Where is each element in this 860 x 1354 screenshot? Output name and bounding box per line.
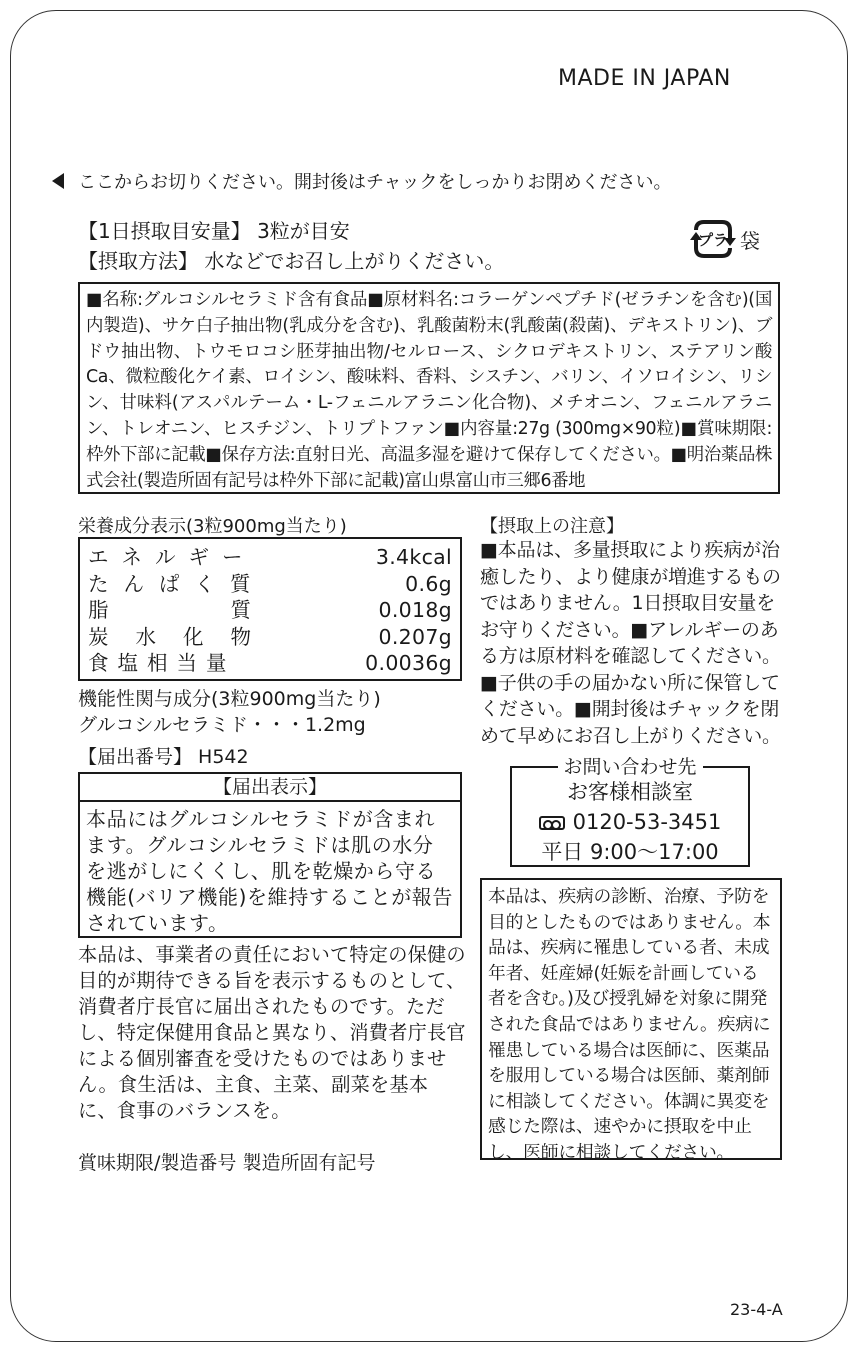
warning-box: 本品は、疾病の診断、治療、予防を目的としたものではありません。本品は、疾病に罹患している者、未成年者、妊産婦(妊娠を計画している者を含む。)及び授乳婦を対象に開発された食品ではありません。疾病に罹患している場合は医師に、医薬品を服用している場合は医師、薬剤師に相談してください。体調に異変を感じた際は、速やかに摂取を中止し、医師に相談してください。 [480,878,782,1160]
caution-body: ■本品は、多量摂取により疾病が治癒したり、より健康が増進するものではありません。1日摂取目安量をお守りください。■アレルギーのある方は原材料を確認してください。■子供の手の届かない所に保管してください。■開封後はチャックを閉めて早めにお召し上がりください。 [480,539,781,747]
registration-notice-title: 【届出表示】 [80,774,460,802]
caution-title: 【摂取上の注意】 [480,516,624,537]
nutrition-row [88,650,452,677]
daily-amount: 【1日摂取目安量】 3粒が目安 [78,219,350,243]
recycle-pla-icon [690,216,736,262]
recycle-label: 袋 [740,228,760,253]
contact-header [510,756,750,778]
nutrition-value: 3.4kcal [375,545,452,569]
ingredients-box: ■名称:グルコシルセラミド含有食品■原材料名:コラーゲンペプチド(ゼラチンを含む)(国内製造)、サケ白子抽出物(乳成分を含む)、乳酸菌粉末(乳酸菌(殺菌)、デキストリン)、ブドウ抽出物、トウモロコシ胚芽抽出物/セルロース、シクロデキストリン、ステアリン酸Ca、微粒酸化ケイ素、ロイシン、酸味料、香料、シスチン、バリン、イソロイシン、リシン、甘味料(アスパルテーム・L-フェニルアラニン化合物)、メチオニン、フェニルアラニン、トレオニン、ヒスチジン、トリプトファン■内容量:27g (300mg×90粒)■賞味期限:枠外下部に記載■保存方法:直射日光、高温多湿を避けて保存してください。■明治薬品株式会社(製造所固有記号は枠外下部に記載)富山県富山市三郷6番地 [78,282,780,494]
disclaimer-text: 本品は、事業者の責任において特定の保健の目的が期待できる旨を表示するものとして、消費者庁長官に届出されたものです。ただし、特定保健用食品と異なり、消費者庁長官による個別審査を受けたものではありません。食生活は、主食、主菜、副菜を基本に、食事のバランスを。 [78,943,466,1122]
recycle-mark [690,216,760,262]
divider [703,766,751,768]
contact-details [512,777,748,867]
registration-notice-box [78,772,462,938]
contact-phone-line [512,807,748,837]
nutrition-value: 0.0036g [365,651,452,675]
nutrition-label: たんぱく質 [88,571,266,596]
registration-number: 【届出番号】 H542 [78,746,249,768]
nutrition-label: 食塩相当量 [88,651,236,675]
nutrition-table [78,537,462,681]
nutrition-label: 炭水化物 [88,624,278,649]
intake-method: 【摂取方法】 水などでお召し上がりください。 [78,249,505,273]
contact-phone: 0120-53-3451 [572,810,722,834]
intake-info [78,216,504,276]
nutrition-label: エネルギー [88,545,256,569]
nutrition-label: 脂質 [88,598,373,622]
nutrition-row [88,544,452,571]
cut-instruction [52,168,671,194]
free-dial-icon [539,816,565,830]
nutrition-row [88,571,452,598]
functional-title: 機能性関与成分(3粒900mg当たり) [78,688,381,710]
functional-amount: グルコシルセラミド・・・1.2mg [78,714,366,736]
divider [510,766,558,768]
nutrition-value: 0.018g [378,598,452,622]
nutrition-value: 0.6g [405,571,452,596]
nutrition-row [88,624,452,651]
functional-ingredient [78,686,381,738]
registration-notice-body: 本品にはグルコシルセラミドが含まれます。グルコシルセラミドは肌の水分を逃がしにくくし、肌を乾燥から守る機能(バリア機能)を維持することが報告されています。 [86,807,454,935]
origin-label: MADE IN JAPAN [558,66,731,91]
recycle-mark-text: プラ [697,231,729,249]
lot-label: 賞味期限/製造番号 製造所固有記号 [78,1152,376,1174]
print-code: 23-4-A [730,1300,783,1319]
left-arrow-icon [52,173,64,189]
contact-title: お問い合わせ先 [558,765,703,769]
contact-desk: お客様相談室 [567,780,693,804]
nutrition-title: 栄養成分表示(3粒900mg当たり) [78,516,347,537]
contact-hours: 平日 9:00〜17:00 [541,840,719,864]
cut-instruction-text: ここからお切りください。開封後はチャックをしっかりお閉めください。 [78,172,672,193]
nutrition-value: 0.207g [378,624,452,649]
contact-box [510,756,750,867]
nutrition-row [88,597,452,624]
